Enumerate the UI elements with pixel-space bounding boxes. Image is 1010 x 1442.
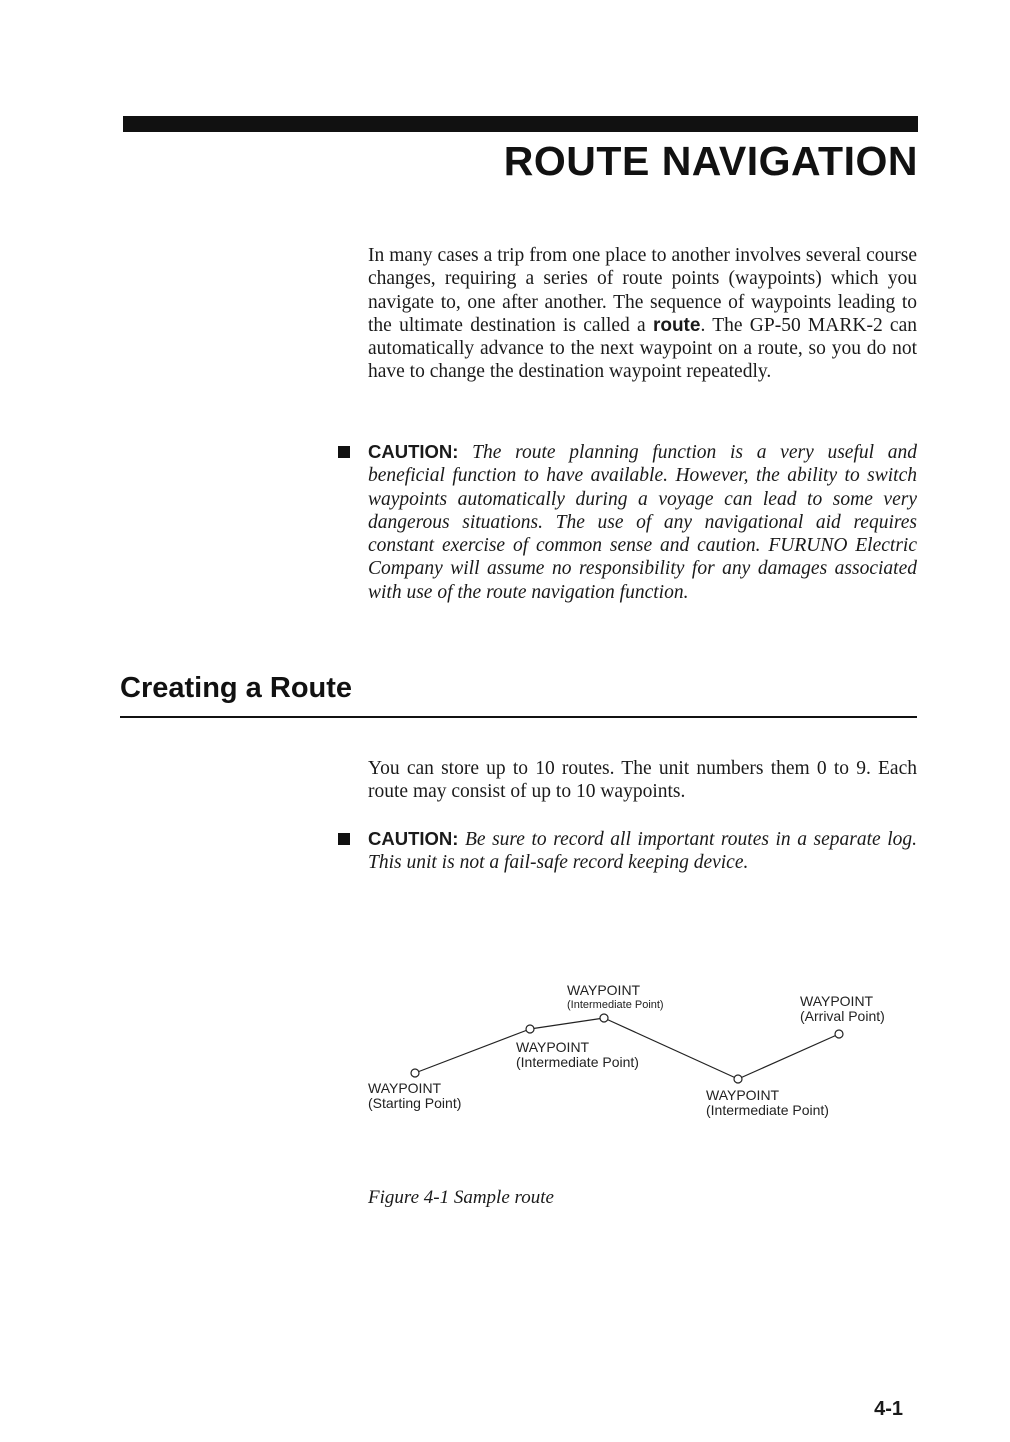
caution-label: CAUTION:	[368, 828, 459, 849]
waypoint-start-label: WAYPOINT (Starting Point)	[368, 1080, 462, 1111]
waypoint-intermediate-1-marker	[526, 1025, 534, 1033]
caution-text: Be sure to record all important routes in a separate log. This unit is not a fail-safe record keeping device.	[368, 829, 917, 874]
waypoint-intermediate-3-marker	[734, 1075, 742, 1083]
waypoint-arrival-label: WAYPOINT (Arrival Point)	[800, 993, 885, 1024]
route-leg-2	[530, 1018, 604, 1029]
waypoint-intermediate-1-label: WAYPOINT (Intermediate Point)	[516, 1039, 639, 1070]
route-leg-1	[415, 1029, 530, 1073]
waypoint-intermediate-3-label: WAYPOINT (Intermediate Point)	[706, 1087, 829, 1118]
waypoint-intermediate-2-label: WAYPOINT (Intermediate Point)	[567, 982, 664, 1011]
waypoint-intermediate-2-marker	[600, 1014, 608, 1022]
intro-text-after: . The GP-50 MARK-2 can automatically advance to the next waypoint on a route, so you do not have to change the destination waypoint repeatedly.	[368, 314, 917, 383]
caution-text: The route planning function is a very useful and beneficial function to have available. However, the ability to switch waypoints automatically during a voyage can lead to some very dangerous situations. The use of any navigational aid requires constant exercise of common sense and caution. FURUNO Electric Company will assume no responsibility for any damages associated with use of the route navigation function.	[368, 442, 918, 603]
section-title: Creating a Route	[120, 672, 353, 704]
figure-caption: Figure 4-1 Sample route	[368, 1187, 554, 1208]
intro-text-before: In many cases a trip from one place to another involves several course changes, requiring a series of route points (waypoints) which you navigate to, one after another. The sequence of waypoints leading to the ultimate destination is called a	[368, 245, 917, 336]
waypoint-start-marker	[411, 1069, 419, 1077]
intro-keyword: route	[652, 314, 701, 336]
chapter-title: ROUTE NAVIGATION	[503, 138, 918, 184]
route-leg-4	[738, 1034, 839, 1079]
section-paragraph: You can store up to 10 routes. The unit numbers them 0 to 9. Each route may consist of up to 10 waypoints.	[368, 758, 917, 803]
page-number: 4-1	[874, 1398, 903, 1420]
caution-label: CAUTION:	[368, 441, 459, 462]
waypoint-arrival-marker	[835, 1030, 843, 1038]
